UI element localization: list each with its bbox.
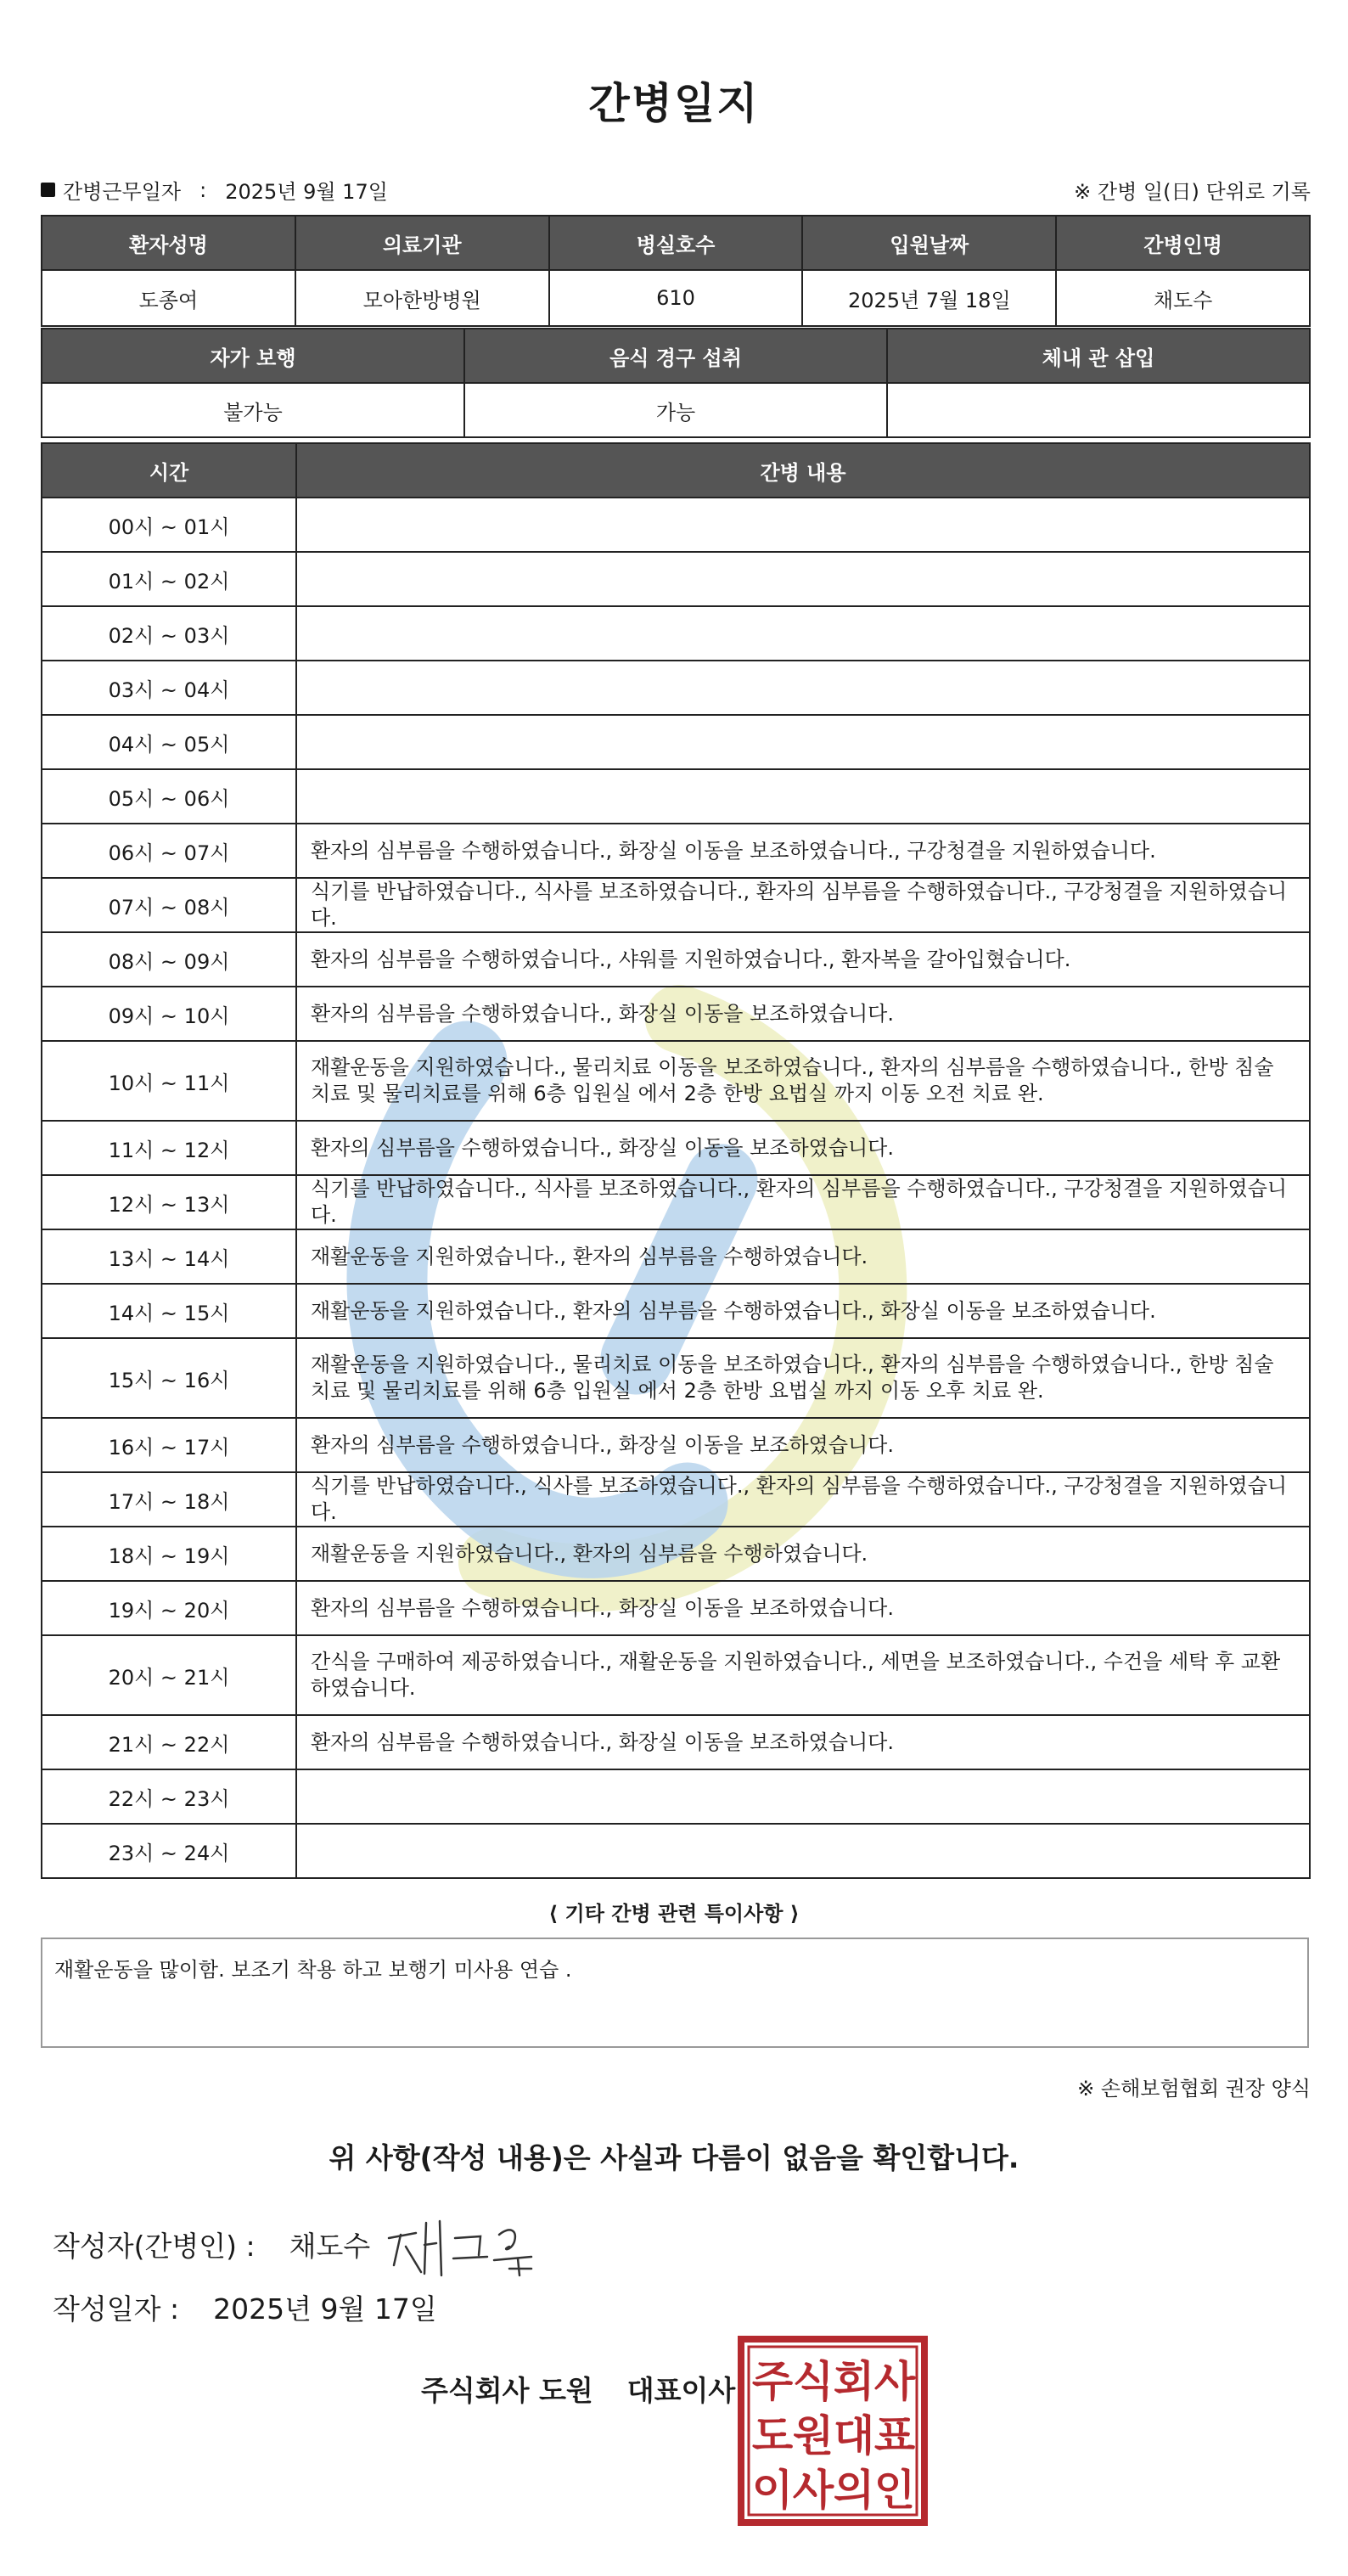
time-slot: 15시 ~ 16시 xyxy=(42,1338,296,1418)
svg-text:인: 인 xyxy=(873,2466,916,2515)
form-notice: ※ 손해보험협회 권장 양식 xyxy=(1077,2077,1311,2101)
write-date-row xyxy=(53,2287,437,2327)
patient-status-table xyxy=(41,328,1311,438)
room-header: 병실호수 xyxy=(549,216,803,270)
svg-text:회: 회 xyxy=(833,2357,875,2406)
svg-text:도: 도 xyxy=(751,2411,794,2461)
care-content: 환자의 심부름을 수행하였습니다., 화장실 이동을 보조하였습니다., 구강청결을 지원하였습니다. xyxy=(296,824,1310,878)
patient-name-header: 환자성명 xyxy=(42,216,295,270)
care-log-row xyxy=(42,1121,1310,1175)
care-log-row xyxy=(42,1041,1310,1121)
time-slot: 02시 ~ 03시 xyxy=(42,606,296,661)
care-log-row xyxy=(42,769,1310,824)
company-name: 주식회사 도원 xyxy=(421,2374,593,2407)
care-log-row xyxy=(42,824,1310,878)
svg-text:이: 이 xyxy=(751,2466,794,2515)
care-log-row xyxy=(42,1229,1310,1284)
care-content xyxy=(296,1824,1310,1878)
time-slot: 17시 ~ 18시 xyxy=(42,1472,296,1527)
care-content xyxy=(296,661,1310,715)
care-content: 환자의 심부름을 수행하였습니다., 화장실 이동을 보조하였습니다. xyxy=(296,1715,1310,1769)
writer-name: 채도수 xyxy=(289,2230,371,2263)
caregiver-name-value: 채도수 xyxy=(1056,270,1310,326)
care-log-row xyxy=(42,1338,1310,1418)
time-slot: 23시 ~ 24시 xyxy=(42,1824,296,1878)
care-content xyxy=(296,1769,1310,1824)
time-slot: 09시 ~ 10시 xyxy=(42,987,296,1041)
time-slot: 05시 ~ 06시 xyxy=(42,769,296,824)
care-log-row xyxy=(42,932,1310,987)
special-notes-title: ⟨ 기타 간병 관련 특이사항 ⟩ xyxy=(548,1902,800,1926)
time-slot: 11시 ~ 12시 xyxy=(42,1121,296,1175)
svg-text:사: 사 xyxy=(792,2466,834,2515)
care-content xyxy=(296,715,1310,769)
care-log-row xyxy=(42,715,1310,769)
care-log-row xyxy=(42,987,1310,1041)
hospital-value: 모아한방병원 xyxy=(295,270,549,326)
time-slot: 20시 ~ 21시 xyxy=(42,1635,296,1715)
care-log-row xyxy=(42,1418,1310,1472)
time-slot: 06시 ~ 07시 xyxy=(42,824,296,878)
walking-value: 불가능 xyxy=(42,383,464,437)
time-slot: 04시 ~ 05시 xyxy=(42,715,296,769)
svg-text:의: 의 xyxy=(833,2466,875,2515)
care-content: 재활운동을 지원하였습니다., 물리치료 이동을 보조하였습니다., 환자의 심부름을 수행하였습니다., 한방 침술 치료 및 물리치료를 위해 6층 입원실 에서 2층 한방 요법실 까지 이동 오전 치료 완. xyxy=(296,1041,1310,1121)
company-row xyxy=(421,2369,735,2409)
walking-header: 자가 보행 xyxy=(42,329,464,383)
duty-separator: : xyxy=(199,177,207,202)
duty-date-value: 2025년 9월 17일 xyxy=(225,180,388,204)
write-date-value: 2025년 9월 17일 xyxy=(213,2292,437,2326)
svg-text:식: 식 xyxy=(792,2357,834,2406)
care-log-row xyxy=(42,552,1310,606)
svg-text:원: 원 xyxy=(792,2411,834,2461)
care-log-row xyxy=(42,1635,1310,1715)
care-log-row xyxy=(42,1175,1310,1229)
time-slot: 14시 ~ 15시 xyxy=(42,1284,296,1338)
time-slot: 16시 ~ 17시 xyxy=(42,1418,296,1472)
time-slot: 01시 ~ 02시 xyxy=(42,552,296,606)
oral-intake-value: 가능 xyxy=(464,383,887,437)
writer-label: 작성자(간병인) : xyxy=(53,2230,256,2263)
time-slot: 19시 ~ 20시 xyxy=(42,1581,296,1635)
patient-name-value: 도종여 xyxy=(42,270,295,326)
care-content: 환자의 심부름을 수행하였습니다., 샤워를 지원하였습니다., 환자복을 갈아입혔습니다. xyxy=(296,932,1310,987)
care-log-row xyxy=(42,661,1310,715)
admission-date-value: 2025년 7월 18일 xyxy=(802,270,1056,326)
care-log-row xyxy=(42,1769,1310,1824)
care-content xyxy=(296,769,1310,824)
care-log-row xyxy=(42,606,1310,661)
care-content: 환자의 심부름을 수행하였습니다., 화장실 이동을 보조하였습니다. xyxy=(296,987,1310,1041)
time-slot: 10시 ~ 11시 xyxy=(42,1041,296,1121)
oral-intake-header: 음식 경구 섭취 xyxy=(464,329,887,383)
care-log-row xyxy=(42,1284,1310,1338)
duty-date-row xyxy=(41,175,1311,204)
care-content: 식기를 반납하였습니다., 식사를 보조하였습니다., 환자의 심부름을 수행하였습니다., 구강청결을 지원하였습니다. xyxy=(296,878,1310,932)
care-log-row xyxy=(42,878,1310,932)
time-slot: 08시 ~ 09시 xyxy=(42,932,296,987)
care-content: 식기를 반납하였습니다., 식사를 보조하였습니다., 환자의 심부름을 수행하였습니다., 구강청결을 지원하였습니다. xyxy=(296,1175,1310,1229)
handwritten-signature xyxy=(382,2213,543,2281)
care-content: 재활운동을 지원하였습니다., 물리치료 이동을 보조하였습니다., 환자의 심부름을 수행하였습니다., 한방 침술 치료 및 물리치료를 위해 6층 입원실 에서 2층 한방 요법실 까지 이동 오후 치료 완. xyxy=(296,1338,1310,1418)
room-value: 610 xyxy=(549,270,803,326)
caregiver-name-header: 간병인명 xyxy=(1056,216,1310,270)
care-content: 환자의 심부름을 수행하였습니다., 화장실 이동을 보조하였습니다. xyxy=(296,1418,1310,1472)
company-seal-stamp xyxy=(737,2335,929,2527)
writer-row xyxy=(53,2224,370,2264)
duty-date-label: 간병근무일자 xyxy=(63,180,182,204)
care-content: 식기를 반납하였습니다., 식사를 보조하였습니다., 환자의 심부름을 수행하였습니다., 구강청결을 지원하였습니다. xyxy=(296,1472,1310,1527)
care-log-row xyxy=(42,1472,1310,1527)
tube-insertion-header: 체내 관 삽입 xyxy=(887,329,1310,383)
time-slot: 13시 ~ 14시 xyxy=(42,1229,296,1284)
write-date-label: 작성일자 : xyxy=(53,2292,180,2326)
page-title: 간병일지 xyxy=(588,79,760,128)
care-content xyxy=(296,498,1310,552)
care-log-row xyxy=(42,498,1310,552)
care-content xyxy=(296,606,1310,661)
care-content: 간식을 구매하여 제공하였습니다., 재활운동을 지원하였습니다., 세면을 보조하였습니다., 수건을 세탁 후 교환하였습니다. xyxy=(296,1635,1310,1715)
care-log-row xyxy=(42,1715,1310,1769)
admission-date-header: 입원날짜 xyxy=(802,216,1056,270)
care-log-row xyxy=(42,1581,1310,1635)
care-content xyxy=(296,552,1310,606)
tube-insertion-value xyxy=(887,383,1310,437)
company-rep: 대표이사 xyxy=(626,2374,736,2407)
time-slot: 12시 ~ 13시 xyxy=(42,1175,296,1229)
care-content: 환자의 심부름을 수행하였습니다., 화장실 이동을 보조하였습니다. xyxy=(296,1121,1310,1175)
svg-text:주: 주 xyxy=(751,2357,794,2406)
duty-note: ※ 간병 일(日) 단위로 기록 xyxy=(1074,180,1311,204)
time-slot: 18시 ~ 19시 xyxy=(42,1527,296,1581)
confirmation-statement: 위 사항(작성 내용)은 사실과 다름이 없음을 확인합니다. xyxy=(329,2141,1019,2174)
time-slot: 07시 ~ 08시 xyxy=(42,878,296,932)
care-content-header: 간병 내용 xyxy=(296,443,1310,498)
care-content: 재활운동을 지원하였습니다., 환자의 심부름을 수행하였습니다. xyxy=(296,1229,1310,1284)
care-content: 재활운동을 지원하였습니다., 환자의 심부름을 수행하였습니다. xyxy=(296,1527,1310,1581)
time-slot: 00시 ~ 01시 xyxy=(42,498,296,552)
svg-text:대: 대 xyxy=(833,2411,875,2461)
time-header: 시간 xyxy=(42,443,296,498)
time-slot: 21시 ~ 22시 xyxy=(42,1715,296,1769)
care-content: 재활운동을 지원하였습니다., 환자의 심부름을 수행하였습니다., 화장실 이동을 보조하였습니다. xyxy=(296,1284,1310,1338)
care-log-row xyxy=(42,1527,1310,1581)
hospital-header: 의료기관 xyxy=(295,216,549,270)
patient-info-table xyxy=(41,215,1311,327)
care-content: 환자의 심부름을 수행하였습니다., 화장실 이동을 보조하였습니다. xyxy=(296,1581,1310,1635)
care-log-table xyxy=(41,442,1311,1879)
svg-text:표: 표 xyxy=(873,2411,916,2461)
time-slot: 03시 ~ 04시 xyxy=(42,661,296,715)
svg-text:사: 사 xyxy=(873,2357,916,2406)
care-log-row xyxy=(42,1824,1310,1878)
time-slot: 22시 ~ 23시 xyxy=(42,1769,296,1824)
square-bullet-icon xyxy=(41,183,55,197)
special-notes-box: 재활운동을 많이함. 보조기 착용 하고 보행기 미사용 연습 . xyxy=(41,1938,1309,2048)
